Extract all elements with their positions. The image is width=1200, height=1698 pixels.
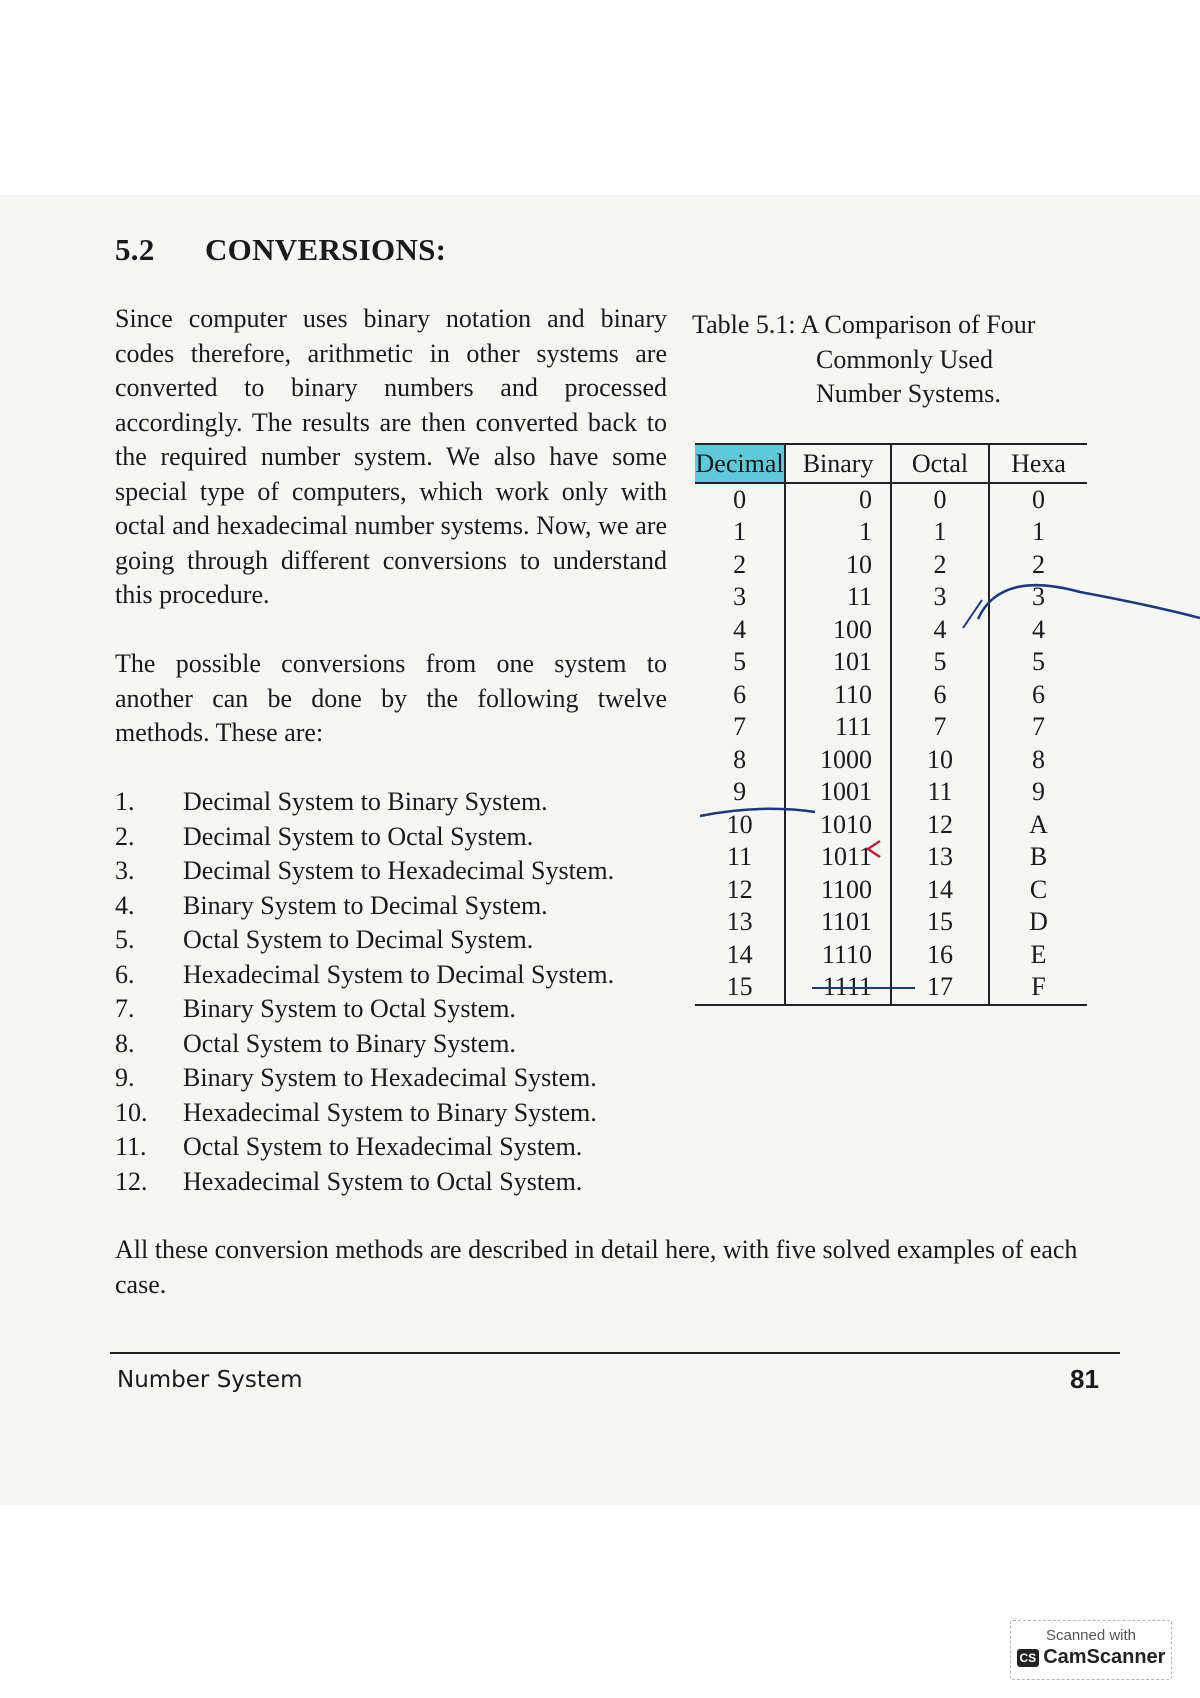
table-row bbox=[695, 483, 1087, 517]
method-number: 6. bbox=[115, 959, 135, 989]
method-number: 9. bbox=[115, 1063, 135, 1092]
method-item bbox=[115, 992, 614, 1027]
method-item bbox=[115, 923, 614, 958]
method-item bbox=[115, 820, 614, 855]
method-text: Octal System to Hexadecimal System. bbox=[183, 1132, 583, 1161]
cell-hexa: A bbox=[989, 809, 1087, 842]
cell-decimal: 4 bbox=[733, 614, 747, 644]
cell-decimal: 11 bbox=[727, 842, 753, 871]
cell-octal: 16 bbox=[891, 939, 989, 972]
method-item bbox=[115, 889, 614, 924]
cell-decimal: 2 bbox=[733, 549, 747, 579]
cell-decimal: 8 bbox=[733, 744, 747, 774]
cell-decimal: 1 bbox=[733, 517, 747, 546]
cell-binary: 1010 bbox=[785, 809, 891, 842]
section-number: 5.2 bbox=[115, 232, 155, 267]
method-text: Binary System to Hexadecimal System. bbox=[183, 1063, 597, 1092]
table-row bbox=[695, 874, 1087, 907]
method-text: Hexadecimal System to Decimal System. bbox=[183, 959, 615, 989]
method-text: Decimal System to Octal System. bbox=[183, 821, 534, 851]
cell-binary: 1000 bbox=[785, 744, 891, 777]
cell-octal: 4 bbox=[891, 614, 989, 647]
method-text: Decimal System to Hexadecimal System. bbox=[183, 856, 615, 885]
method-item bbox=[115, 785, 614, 820]
method-number: 8. bbox=[115, 1028, 135, 1058]
table-row bbox=[695, 971, 1087, 1005]
cell-decimal: 5 bbox=[733, 647, 747, 676]
table-row bbox=[695, 711, 1087, 744]
page-number: 81 bbox=[1070, 1364, 1099, 1394]
cell-decimal: 0 bbox=[733, 484, 747, 514]
cell-binary: 10 bbox=[785, 549, 891, 582]
cell-octal: 2 bbox=[891, 549, 989, 582]
cell-decimal: 12 bbox=[726, 874, 753, 904]
cell-octal: 12 bbox=[891, 809, 989, 842]
cell-octal: 13 bbox=[891, 841, 989, 874]
method-item bbox=[115, 1096, 614, 1131]
table-row bbox=[695, 776, 1087, 809]
cell-binary: 1 bbox=[785, 516, 891, 549]
table-row bbox=[695, 516, 1087, 549]
cell-decimal: 14 bbox=[726, 939, 753, 969]
method-item bbox=[115, 854, 614, 889]
method-number: 12. bbox=[115, 1166, 148, 1196]
header-octal: Octal bbox=[891, 444, 989, 483]
section-heading bbox=[115, 232, 446, 268]
cell-octal: 5 bbox=[891, 646, 989, 679]
cell-decimal: 9 bbox=[733, 777, 747, 806]
cell-hexa: 9 bbox=[989, 776, 1087, 809]
table-caption-label: Table 5.1: bbox=[692, 310, 796, 339]
cell-hexa: 4 bbox=[989, 614, 1087, 647]
cell-hexa: 6 bbox=[989, 679, 1087, 712]
table-row bbox=[695, 906, 1087, 939]
method-text: Octal System to Decimal System. bbox=[183, 925, 534, 954]
cell-binary: 1101 bbox=[785, 906, 891, 939]
cell-binary: 1110 bbox=[785, 939, 891, 972]
table-row bbox=[695, 549, 1087, 582]
table-header-row bbox=[695, 444, 1087, 483]
header-decimal: Decimal bbox=[695, 444, 785, 483]
cell-hexa: 7 bbox=[989, 711, 1087, 744]
cell-hexa: C bbox=[989, 874, 1087, 907]
method-number: 3. bbox=[115, 856, 135, 885]
method-item bbox=[115, 1165, 614, 1200]
table-caption bbox=[692, 308, 1112, 412]
method-number: 4. bbox=[115, 890, 135, 920]
method-text: Binary System to Decimal System. bbox=[183, 890, 548, 920]
table-body bbox=[695, 483, 1087, 1005]
method-item bbox=[115, 1027, 614, 1062]
cell-decimal: 6 bbox=[733, 679, 747, 709]
cell-binary: 1111 bbox=[785, 971, 891, 1005]
methods-intro-paragraph: The possible conversions from one system to another can be done by the following twelve methods. These are: bbox=[115, 649, 667, 747]
watermark-line2: CamScanner bbox=[1043, 1646, 1166, 1668]
table-row bbox=[695, 809, 1087, 842]
cell-decimal: 15 bbox=[726, 972, 753, 1001]
watermark-line1: Scanned with bbox=[1045, 1627, 1137, 1644]
conversion-methods-list bbox=[115, 785, 614, 1199]
table-row bbox=[695, 744, 1087, 777]
header-binary: Binary bbox=[785, 444, 891, 483]
number-systems-table bbox=[695, 443, 1087, 1006]
cell-octal: 7 bbox=[891, 711, 989, 744]
cell-hexa: 5 bbox=[989, 646, 1087, 679]
method-text: Octal System to Binary System. bbox=[183, 1028, 516, 1058]
cell-binary: 110 bbox=[785, 679, 891, 712]
method-number: 11. bbox=[115, 1132, 147, 1161]
table-row bbox=[695, 614, 1087, 647]
cell-binary: 1100 bbox=[785, 874, 891, 907]
cell-binary: 0 bbox=[785, 483, 891, 517]
cell-decimal: 3 bbox=[733, 582, 747, 611]
footer-title: Number System bbox=[117, 1367, 303, 1393]
cell-hexa: D bbox=[989, 906, 1087, 939]
method-text: Binary System to Octal System. bbox=[183, 994, 516, 1023]
footer-rule bbox=[110, 1352, 1120, 1354]
cell-decimal: 13 bbox=[726, 907, 753, 936]
cell-decimal: 10 bbox=[726, 809, 753, 839]
camscanner-watermark bbox=[1010, 1620, 1172, 1680]
table-caption-line3: Number Systems. bbox=[816, 379, 1001, 408]
cell-hexa: 8 bbox=[989, 744, 1087, 777]
summary-paragraph: All these conversion methods are described in detail here, with five solved examples of each case. bbox=[115, 1235, 1078, 1299]
cell-hexa: 3 bbox=[989, 581, 1087, 614]
table-row bbox=[695, 646, 1087, 679]
method-number: 7. bbox=[115, 994, 135, 1023]
table-row bbox=[695, 939, 1087, 972]
cell-binary: 1001 bbox=[785, 776, 891, 809]
method-text: Hexadecimal System to Octal System. bbox=[183, 1166, 583, 1196]
table-row bbox=[695, 841, 1087, 874]
header-hexa: Hexa bbox=[989, 444, 1087, 483]
table-row bbox=[695, 679, 1087, 712]
cell-octal: 10 bbox=[891, 744, 989, 777]
method-item bbox=[115, 1061, 614, 1096]
camscanner-logo-icon: CS bbox=[1017, 1649, 1040, 1667]
cell-octal: 6 bbox=[891, 679, 989, 712]
method-number: 2. bbox=[115, 821, 135, 851]
section-title: CONVERSIONS: bbox=[205, 232, 447, 267]
cell-hexa: 2 bbox=[989, 549, 1087, 582]
cell-hexa: E bbox=[989, 939, 1087, 972]
cell-octal: 1 bbox=[891, 516, 989, 549]
cell-decimal: 7 bbox=[733, 712, 747, 741]
cell-octal: 17 bbox=[891, 971, 989, 1005]
table-caption-line2: Commonly Used bbox=[816, 344, 993, 374]
cell-binary: 1011 bbox=[785, 841, 891, 874]
cell-hexa: F bbox=[989, 971, 1087, 1005]
cell-hexa: 1 bbox=[989, 516, 1087, 549]
table-row bbox=[695, 581, 1087, 614]
method-number: 1. bbox=[115, 787, 135, 816]
cell-octal: 15 bbox=[891, 906, 989, 939]
method-text: Hexadecimal System to Binary System. bbox=[183, 1097, 597, 1127]
table-caption-line1: A Comparison of Four bbox=[800, 310, 1036, 339]
method-text: Decimal System to Binary System. bbox=[183, 787, 548, 816]
cell-octal: 11 bbox=[891, 776, 989, 809]
cell-binary: 101 bbox=[785, 646, 891, 679]
cell-octal: 14 bbox=[891, 874, 989, 907]
cell-octal: 0 bbox=[891, 483, 989, 517]
method-item bbox=[115, 958, 614, 993]
method-item bbox=[115, 1130, 614, 1165]
intro-paragraph: Since computer uses binary notation and binary codes therefore, arithmetic in other systems are converted to binary numbers and processed accordingly. The results are then converted back to the required number system. We also have some special type of computers, which work only with octal and hexadecimal number systems. Now, we are going through different conversions to understand this procedure. bbox=[115, 304, 667, 609]
cell-octal: 3 bbox=[891, 581, 989, 614]
cell-hexa: B bbox=[989, 841, 1087, 874]
cell-binary: 100 bbox=[785, 614, 891, 647]
method-number: 10. bbox=[115, 1097, 148, 1127]
cell-hexa: 0 bbox=[989, 483, 1087, 517]
cell-binary: 11 bbox=[785, 581, 891, 614]
method-number: 5. bbox=[115, 925, 135, 954]
cell-binary: 111 bbox=[785, 711, 891, 744]
